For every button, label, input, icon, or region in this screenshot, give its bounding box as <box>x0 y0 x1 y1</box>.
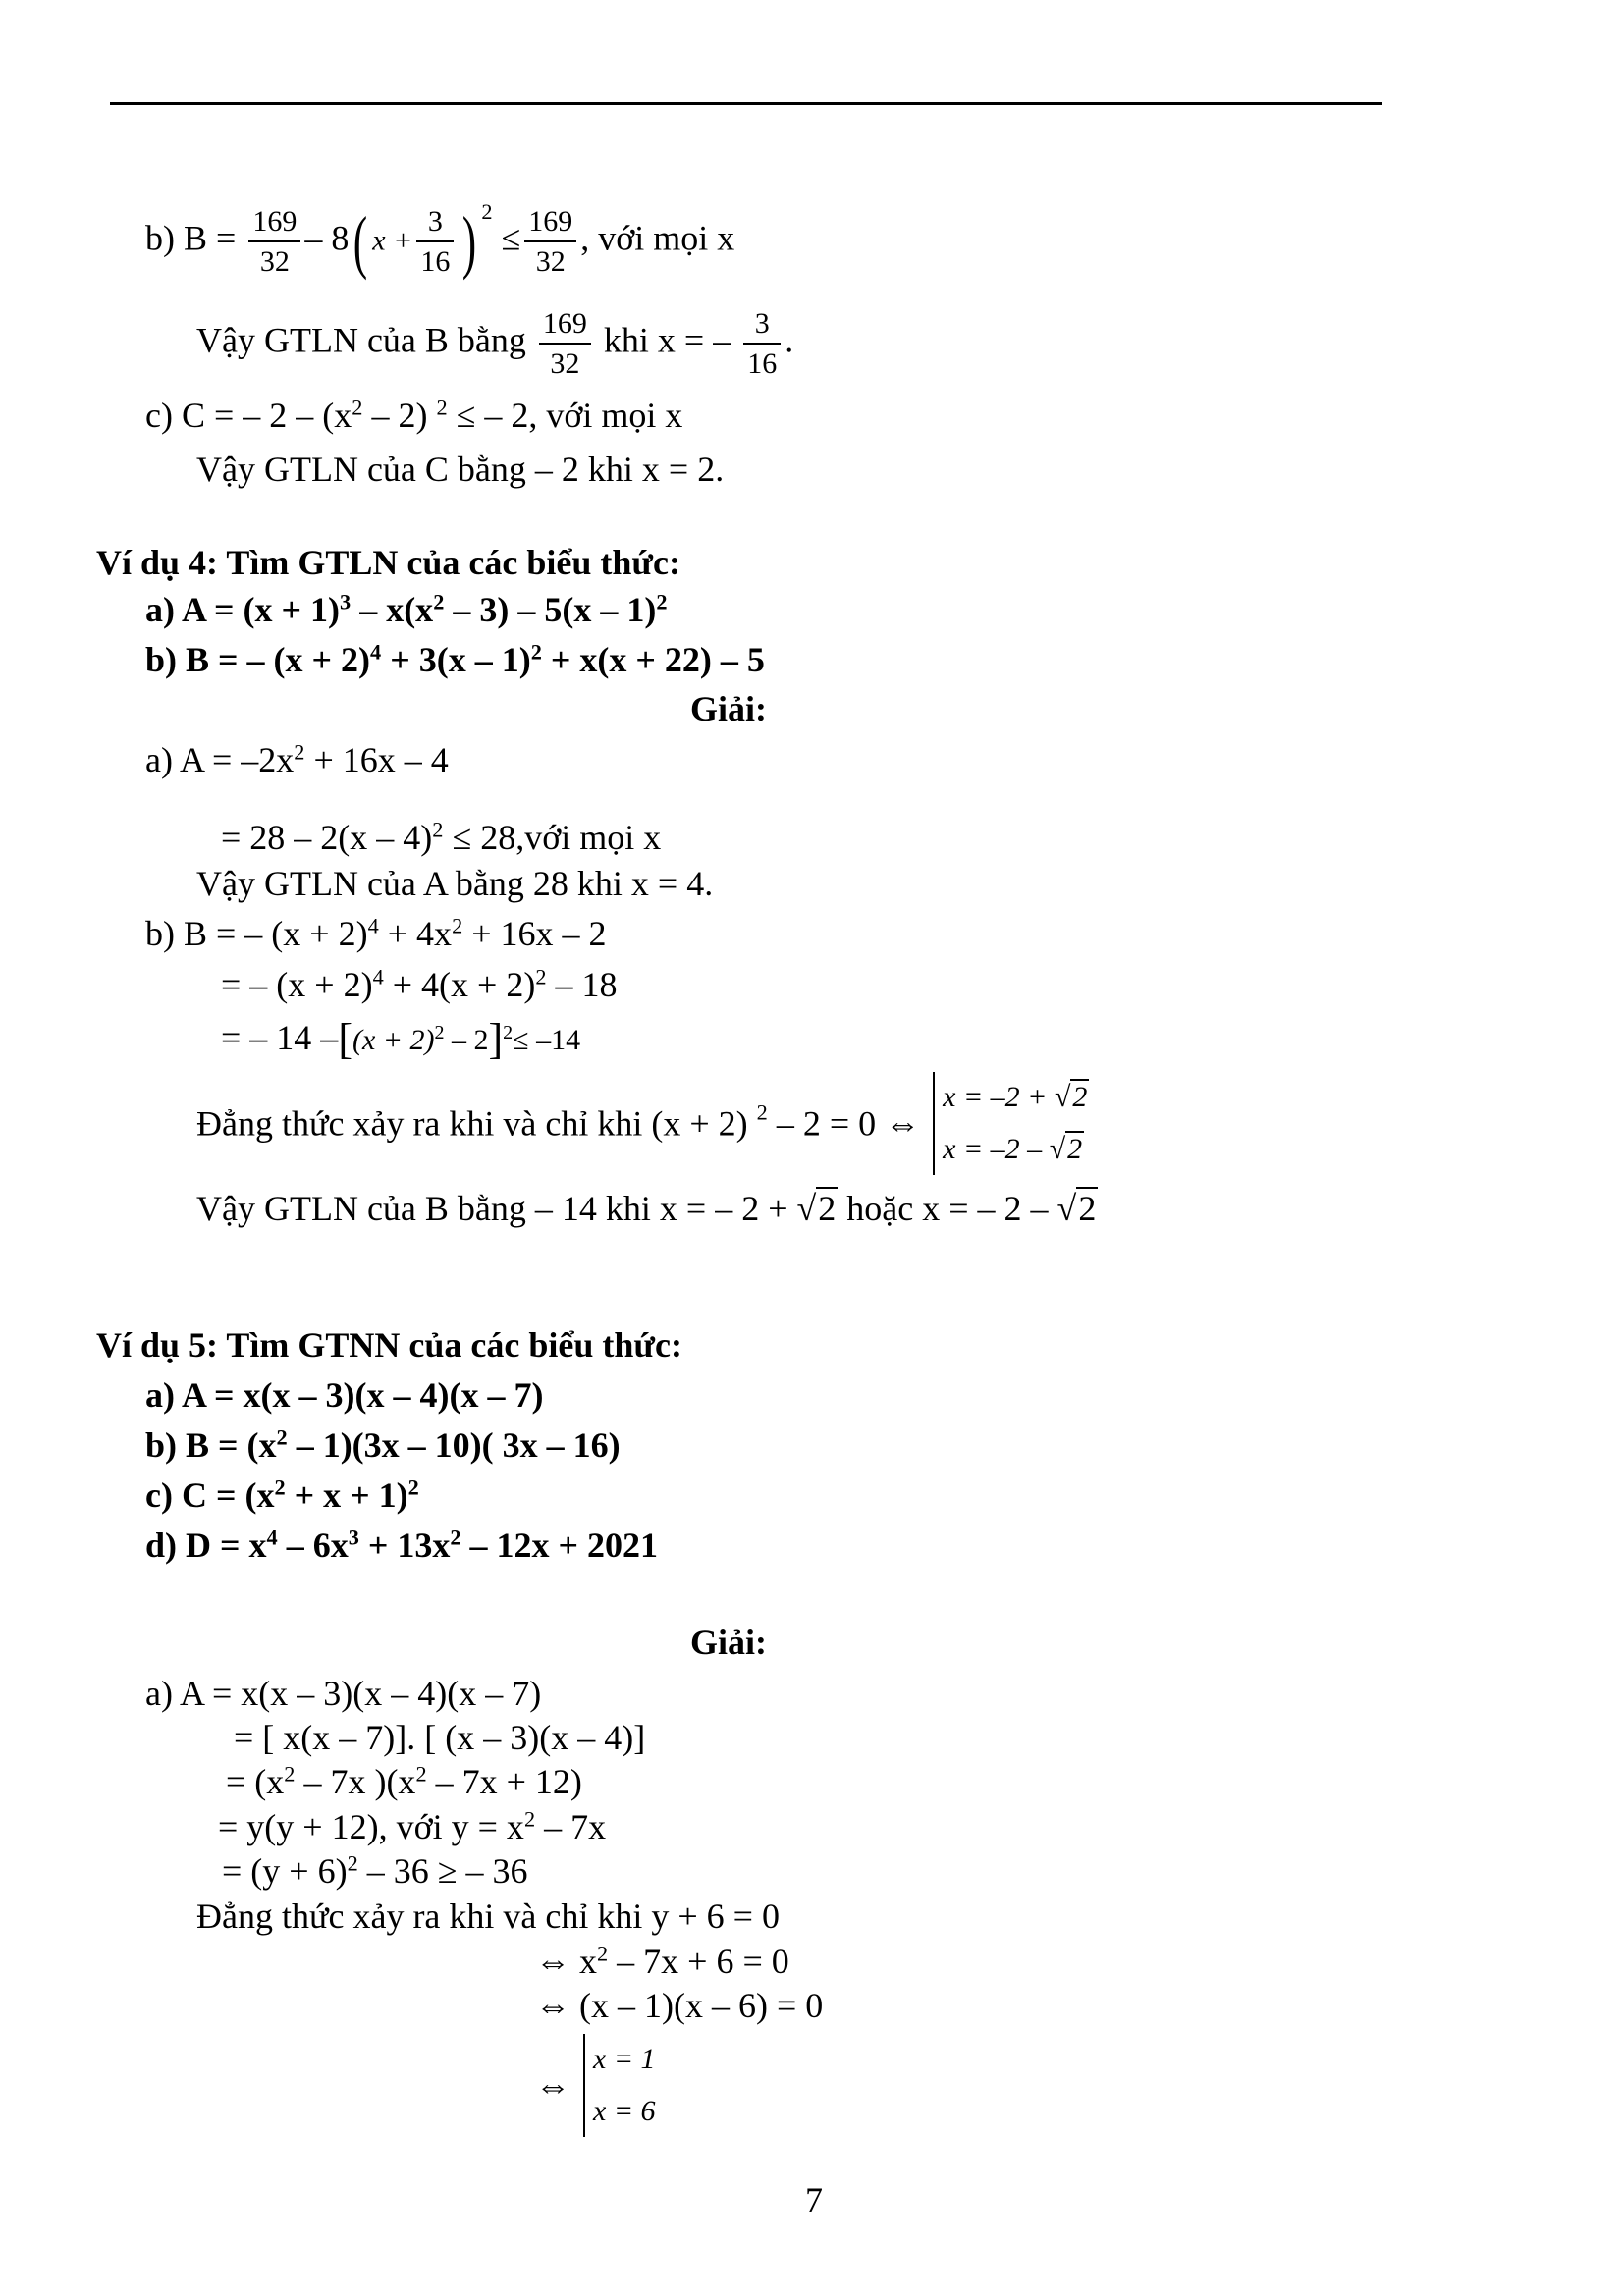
page-number: 7 <box>805 2180 823 2219</box>
example-5-a: a) A = x(x – 3)(x – 4)(x – 7) <box>145 1375 544 1415</box>
ex5-sol-6: Đẳng thức xảy ra khi và chỉ khi y + 6 = 0 <box>196 1896 780 1936</box>
prev-b-line: b) B = $\frac{169}{32}$ – 8( x + $\frac{3}{16}$ ) $^2$ ≤ $\frac{169}{32}$ , với mọi x <box>145 199 735 281</box>
ex4-sol-b-3: = – 14 $-[(x + 2)^2 - 2]^2\le -14$ <box>221 1015 581 1063</box>
example-5-title: Ví dụ 5: Tìm GTNN của các biểu thức: <box>96 1325 682 1364</box>
ex4-sol-a-3: Vậy GTLN của A bằng 28 khi x = 4. <box>196 864 714 903</box>
example-5-b: b) $B = (x^2 - 1)(3x - 10)$( 3x – 16) <box>145 1424 621 1465</box>
ex5-sol-1: a) A = x(x – 3)(x – 4)(x – 7) <box>145 1674 542 1713</box>
ex5-sol-9: ⇔ x = 1 x = 6 <box>535 2034 656 2137</box>
example-4-title: Ví dụ 4: Tìm GTLN của các biểu thức: <box>96 543 680 582</box>
example-4-solution-heading: Giải: <box>690 689 767 728</box>
ex5-sol-7: ⇔ $x^2 - 7x + 6 = 0$ <box>535 1941 789 1981</box>
example-4-a: a) $A = (x + 1)^3 - x(x^2 - 3) - 5(x - 1)^2$ <box>145 589 668 629</box>
ex4-sol-b-1: b) B = – $(x + 2)^4 + 4x^2 + 16x - 2$ <box>145 913 607 953</box>
ex5-sol-5: = $(y + 6)^2 - 36$ ≥ – 36 <box>222 1850 528 1891</box>
example-5-d: d) $D = x^4 - 6x^3 + 13x^2 - 12x + 2021$ <box>145 1524 659 1565</box>
ex4-sol-a-1: a) $A = -2x^2 + 16x - 4$ <box>145 739 449 779</box>
ex5-sol-4: = y(y + 12), với $y = x^2 - 7x$ <box>218 1806 607 1846</box>
ex5-sol-2: = [ x(x – 7)]. [ (x – 3)(x – 4)] <box>234 1718 646 1757</box>
prev-b-conclusion: Vậy GTLN của B bằng $\frac{169}{32}$ khi x = – $\frac{3}{16}$ . <box>196 307 794 380</box>
ex4-sol-b-5: Vậy GTLN của B bằng – 14 khi x = – 2 + √2 hoặc x = – 2 – √2 <box>196 1189 1097 1228</box>
prev-c-conclusion: Vậy GTLN của C bằng – 2 khi x = 2. <box>196 450 725 489</box>
example-5-solution-heading: Giải: <box>690 1623 767 1662</box>
ex5-sol-8: ⇔ (x – 1)(x – 6) = 0 <box>535 1986 824 2025</box>
prev-c-line: c) C = – $2 - (x^2 - 2) ^2$ ≤ – 2, với mọi x <box>145 395 683 435</box>
ex4-sol-b-4: Đẳng thức xảy ra khi và chỉ khi (x + 2) $^2$ – 2 = 0 ⇔ x = –2 + √2 x = –2 – √2 <box>196 1072 1089 1175</box>
header-rule <box>110 102 1382 105</box>
ex5-sol-3: = ($x^2 - 7x$ )$(x^2 - 7x + 12)$ <box>226 1761 582 1801</box>
example-4-b: b) B = – $(x + 2)^4 + 3(x - 1)^2 + x(x + 22) - 5$ <box>145 639 765 679</box>
ex4-sol-b-2: = – $(x + 2)^4 + 4(x + 2)^2 - 18$ <box>221 964 618 1004</box>
ex4-sol-a-2: = 28 – 2(x – 4)$^2$ ≤ 28,với mọi x <box>221 817 662 857</box>
ex5-solution-system: x = 1 x = 6 <box>583 2034 656 2137</box>
ex4-solution-system: x = –2 + √2 x = –2 – √2 <box>933 1072 1089 1175</box>
example-5-c: c) $C = (x^2 + x + 1)^2$ <box>145 1474 419 1515</box>
